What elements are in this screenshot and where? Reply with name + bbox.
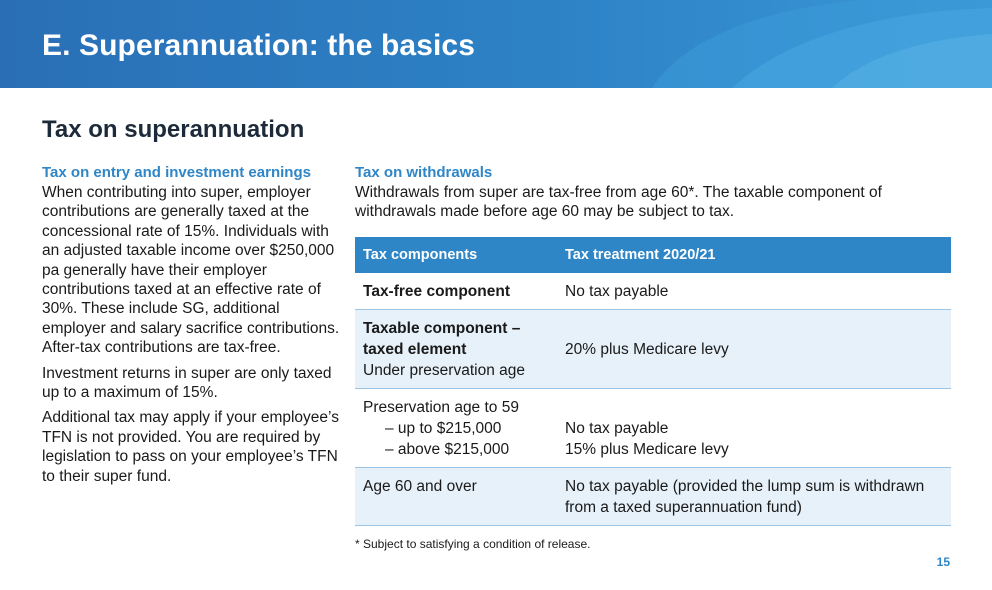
banner-wave-decoration <box>532 0 992 88</box>
row3-sub2: – above $215,000 <box>385 441 510 458</box>
right-column <box>355 163 953 222</box>
page-number: 15 <box>936 555 950 569</box>
row2-component-sub: Under preservation age <box>363 362 525 379</box>
table-row <box>355 273 951 310</box>
row1-component: Tax-free component <box>355 273 557 310</box>
section-title: Tax on superannuation <box>42 116 305 143</box>
entry-earnings-subhead: Tax on entry and investment earnings <box>42 164 311 181</box>
row1-treatment: No tax payable <box>557 273 951 310</box>
table-header-row <box>355 237 951 273</box>
header-banner <box>0 0 992 88</box>
row4-treatment: No tax payable (provided the lump sum is withdrawn from a taxed superannuation fund) <box>557 468 951 526</box>
left-column <box>42 163 342 492</box>
table-row <box>355 310 951 389</box>
row3-treatment-cell <box>557 389 951 468</box>
row3-sub1: – up to $215,000 <box>385 420 502 437</box>
row2-component: Taxable component – taxed element <box>363 320 521 358</box>
row3-component: Preservation age to 59 <box>363 399 519 416</box>
table-row <box>355 468 951 526</box>
row2-component-cell <box>355 310 557 389</box>
withdrawals-subhead: Tax on withdrawals <box>355 164 493 181</box>
header-tax-treatment: Tax treatment 2020/21 <box>557 237 951 273</box>
header-tax-components: Tax components <box>355 237 557 273</box>
row3-treatment1: No tax payable <box>565 420 669 437</box>
row3-treatment2: 15% plus Medicare levy <box>565 441 729 458</box>
page-header-title: E. Superannuation: the basics <box>42 29 475 62</box>
row2-treatment: 20% plus Medicare levy <box>557 310 951 389</box>
tax-table <box>355 237 951 526</box>
row4-component: Age 60 and over <box>355 468 557 526</box>
row3-component-cell <box>355 389 557 468</box>
investment-returns-paragraph: Investment returns in super are only taxed up to a maximum of 15%. <box>42 364 332 402</box>
footnote: * Subject to satisfying a condition of release. <box>355 537 591 551</box>
table-row <box>355 389 951 468</box>
contributions-paragraph: When contributing into super, employer contributions are generally taxed at the concessional rate of 15%. Individuals with an adjusted taxable income over $250,000 pa generally have their employer contributions taxed at an effective rate of 30%. These include SG, additional employer and salary sacrifice contributions. After-tax contributions are tax-free. <box>42 184 340 357</box>
tfn-paragraph: Additional tax may apply if your employee’s TFN is not provided. You are required by legislation to pass on your employee’s TFN to their super fund. <box>42 409 339 485</box>
withdrawals-intro: Withdrawals from super are tax-free from age 60*. The taxable component of withdrawals made before age 60 may be subject to tax. <box>355 184 882 221</box>
